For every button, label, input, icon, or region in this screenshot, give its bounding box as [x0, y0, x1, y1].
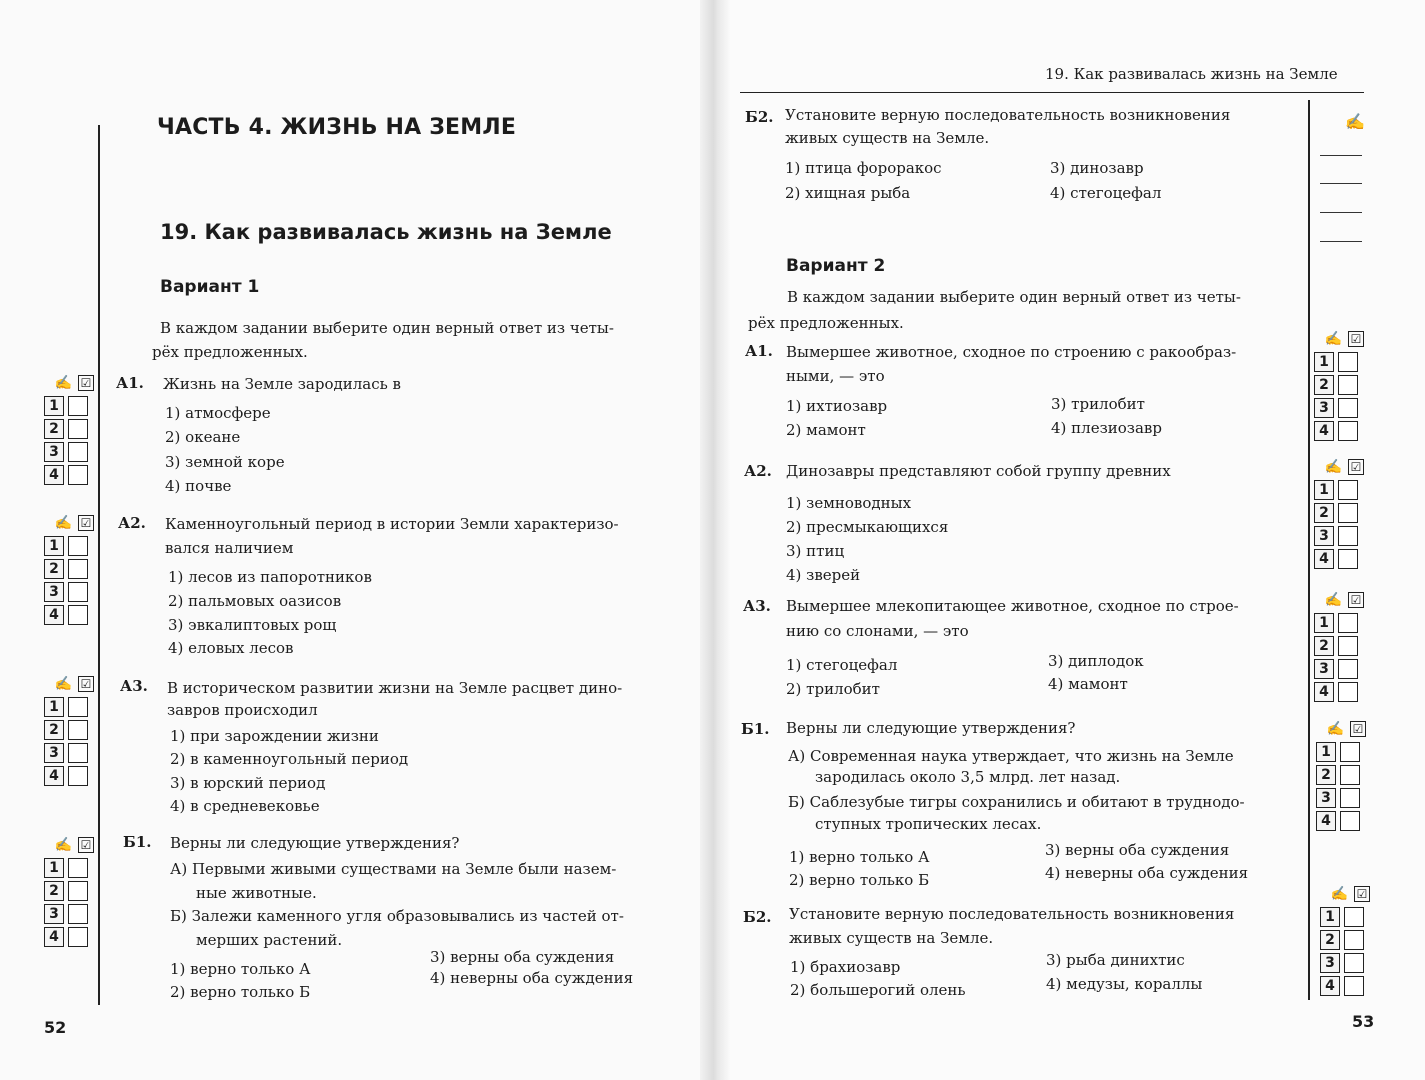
header-rule [740, 92, 1364, 93]
left-margin-rule [98, 125, 100, 1005]
answer-option: 1) стегоцефал [786, 656, 898, 674]
answer-option: 1) брахиозавр [790, 958, 901, 976]
statement-text: ступных тропических лесах. [815, 815, 1042, 833]
answer-checkbox[interactable] [1338, 421, 1358, 441]
option-number: 4 [44, 605, 64, 625]
pen-icon: ✍ [1345, 112, 1365, 131]
answer-option: 2) хищная рыба [785, 184, 911, 202]
question-number: А1. [745, 342, 773, 360]
check-icon: ☑ [1348, 459, 1364, 475]
answer-option: 2) верно только Б [789, 871, 930, 889]
statement-text: ные животные. [196, 884, 317, 902]
answer-blank-line[interactable] [1320, 241, 1362, 242]
check-icon: ☑ [1348, 331, 1364, 347]
answer-option: 3) верны оба суждения [430, 948, 615, 966]
part-title: ЧАСТЬ 4. ЖИЗНЬ НА ЗЕМЛЕ [157, 115, 517, 140]
option-number: 1 [1320, 907, 1340, 927]
answer-grid [1316, 718, 1368, 832]
question-number: А2. [118, 514, 146, 532]
check-icon: ☑ [78, 515, 94, 531]
statement-text: зародилась около 3,5 млрд. лет назад. [815, 768, 1121, 786]
answer-checkbox[interactable] [1338, 503, 1358, 523]
answer-grid [1320, 883, 1372, 997]
answer-option: 2) пальмовых оазисов [168, 592, 342, 610]
option-number: 2 [1316, 765, 1336, 785]
statement-text: А) Современная наука утверждает, что жизнь на Земле [788, 747, 1234, 765]
question-number: Б2. [745, 108, 774, 126]
variant-1-title: Вариант 1 [160, 277, 260, 297]
answer-grid [44, 372, 96, 486]
question-number: Б1. [741, 720, 770, 738]
answer-option: 2) океане [165, 428, 241, 446]
right-margin-rule [1308, 100, 1310, 1000]
option-number: 3 [1316, 788, 1336, 808]
option-number: 1 [1316, 742, 1336, 762]
answer-checkbox[interactable] [68, 465, 88, 485]
answer-checkbox[interactable] [68, 559, 88, 579]
answer-option: 3) эвкалиптовых рощ [168, 616, 337, 634]
option-number: 1 [44, 858, 64, 878]
pen-icon: ✍ [1324, 459, 1342, 475]
answer-option: 4) медузы, кораллы [1046, 975, 1203, 993]
answer-checkbox[interactable] [68, 582, 88, 602]
option-number: 2 [1314, 636, 1334, 656]
option-number: 4 [1316, 811, 1336, 831]
statement-text: Б) Саблезубые тигры сохранились и обитают в труднодо- [788, 793, 1245, 811]
answer-checkbox[interactable] [1338, 682, 1358, 702]
question-text: Верны ли следующие утверждения? [170, 834, 460, 852]
answer-checkbox[interactable] [68, 904, 88, 924]
answer-option: 3) рыба динихтис [1046, 951, 1185, 969]
answer-option: 1) птица фороракос [785, 159, 942, 177]
pen-icon: ✍ [54, 837, 72, 853]
option-number: 1 [44, 536, 64, 556]
option-number: 4 [1314, 682, 1334, 702]
answer-checkbox[interactable] [1338, 659, 1358, 679]
option-number: 3 [44, 582, 64, 602]
question-text: Установите верную последовательность возникновения [785, 106, 1231, 124]
variant-2-title: Вариант 2 [786, 256, 886, 276]
answer-checkbox[interactable] [68, 743, 88, 763]
answer-checkbox[interactable] [1340, 811, 1360, 831]
answer-checkbox[interactable] [1344, 953, 1364, 973]
answer-checkbox[interactable] [1340, 742, 1360, 762]
question-text: ными, — это [786, 367, 885, 385]
answer-checkbox[interactable] [1338, 352, 1358, 372]
option-number: 2 [44, 881, 64, 901]
pen-icon: ✍ [1324, 592, 1342, 608]
option-number: 1 [44, 697, 64, 717]
question-text: завров происходил [167, 701, 318, 719]
answer-option: 4) неверны оба суждения [1045, 864, 1249, 882]
option-number: 3 [44, 904, 64, 924]
answer-option: 2) большерогий олень [790, 981, 966, 999]
answer-checkbox[interactable] [1338, 526, 1358, 546]
question-text: живых существ на Земле. [785, 129, 990, 147]
answer-option: 4) плезиозавр [1051, 419, 1162, 437]
pen-icon: ✍ [54, 676, 72, 692]
answer-option: 2) пресмыкающихся [786, 518, 949, 536]
answer-option: 1) при зарождении жизни [170, 727, 379, 745]
answer-checkbox[interactable] [1344, 976, 1364, 996]
answer-option: 4) в средневековье [170, 797, 320, 815]
question-text: Динозавры представляют собой группу древних [786, 462, 1171, 480]
answer-checkbox[interactable] [1344, 907, 1364, 927]
answer-checkbox[interactable] [1344, 930, 1364, 950]
answer-checkbox[interactable] [1340, 765, 1360, 785]
pen-icon: ✍ [54, 515, 72, 531]
page-number-right: 53 [1352, 1012, 1375, 1031]
answer-checkbox[interactable] [68, 442, 88, 462]
answer-blank-line[interactable] [1320, 183, 1362, 184]
option-number: 4 [44, 927, 64, 947]
option-number: 3 [44, 743, 64, 763]
answer-checkbox[interactable] [68, 927, 88, 947]
answer-option: 2) мамонт [786, 421, 866, 439]
option-number: 4 [1314, 549, 1334, 569]
answer-grid [1314, 456, 1366, 570]
answer-option: 4) почве [165, 477, 232, 495]
answer-checkbox[interactable] [68, 766, 88, 786]
option-number: 2 [44, 559, 64, 579]
intro-line-2: рёх предложенных. [152, 343, 308, 361]
answer-grid [44, 673, 96, 787]
answer-checkbox[interactable] [68, 536, 88, 556]
answer-option: 4) стегоцефал [1050, 184, 1162, 202]
answer-option: 3) земной коре [165, 453, 285, 471]
answer-option: 2) в каменноугольный период [170, 750, 409, 768]
option-number: 4 [1320, 976, 1340, 996]
book-gutter [700, 0, 730, 1080]
question-text: Установите верную последовательность возникновения [789, 905, 1235, 923]
statement-text: мерших растений. [196, 931, 343, 949]
question-number: А3. [120, 677, 148, 695]
answer-option: 3) птиц [786, 542, 845, 560]
answer-option: 4) зверей [786, 566, 861, 584]
running-header: 19. Как развивалась жизнь на Земле [1045, 65, 1338, 83]
check-icon: ☑ [78, 676, 94, 692]
question-text: Вымершее млекопитающее животное, сходное по строе- [786, 597, 1239, 615]
answer-checkbox[interactable] [68, 396, 88, 416]
option-number: 1 [1314, 480, 1334, 500]
answer-option: 2) верно только Б [170, 983, 311, 1001]
answer-checkbox[interactable] [68, 605, 88, 625]
answer-option: 3) динозавр [1050, 159, 1144, 177]
answer-option: 3) диплодок [1048, 652, 1144, 670]
answer-option: 1) атмосфере [165, 404, 271, 422]
question-text: Каменноугольный период в истории Земли характеризо- [165, 515, 619, 533]
answer-blank-line[interactable] [1320, 155, 1362, 156]
question-text: Жизнь на Земле зародилась в [163, 375, 401, 393]
question-text: нию со слонами, — это [786, 622, 969, 640]
option-number: 4 [1314, 421, 1334, 441]
answer-option: 2) трилобит [786, 680, 880, 698]
page-number-left: 52 [44, 1018, 67, 1037]
option-number: 1 [1314, 352, 1334, 372]
answer-blank-line[interactable] [1320, 212, 1362, 213]
answer-checkbox[interactable] [1338, 375, 1358, 395]
topic-title: 19. Как развивалась жизнь на Земле [160, 220, 612, 244]
option-number: 3 [1314, 526, 1334, 546]
question-text: живых существ на Земле. [789, 929, 994, 947]
question-number: А2. [744, 462, 772, 480]
answer-checkbox[interactable] [1340, 788, 1360, 808]
question-text: Вымершее животное, сходное по строению с ракообраз- [786, 343, 1237, 361]
answer-option: 3) трилобит [1051, 395, 1145, 413]
answer-checkbox[interactable] [68, 720, 88, 740]
answer-checkbox[interactable] [1338, 398, 1358, 418]
answer-checkbox[interactable] [68, 858, 88, 878]
pen-icon: ✍ [54, 375, 72, 391]
check-icon: ☑ [1350, 721, 1366, 737]
question-number: Б2. [743, 908, 772, 926]
answer-option: 1) земноводных [786, 494, 912, 512]
option-number: 3 [1314, 398, 1334, 418]
answer-option: 1) верно только А [170, 960, 311, 978]
answer-option: 4) еловых лесов [168, 639, 294, 657]
intro-line-2: рёх предложенных. [748, 314, 904, 332]
intro-line-1: В каждом задании выберите один верный ответ из четы- [787, 288, 1241, 306]
answer-option: 1) лесов из папоротников [168, 568, 372, 586]
question-number: А1. [116, 374, 144, 392]
pen-icon: ✍ [1326, 721, 1344, 737]
question-text: В историческом развитии жизни на Земле расцвет дино- [167, 679, 623, 697]
statement-text: Б) Залежи каменного угля образовывались из частей от- [170, 907, 624, 925]
option-number: 4 [44, 465, 64, 485]
pen-icon: ✍ [1330, 886, 1348, 902]
answer-grid [44, 512, 96, 626]
option-number: 2 [1320, 930, 1340, 950]
answer-checkbox[interactable] [1338, 613, 1358, 633]
question-text: вался наличием [165, 539, 294, 557]
answer-checkbox[interactable] [1338, 480, 1358, 500]
question-text: Верны ли следующие утверждения? [786, 719, 1076, 737]
check-icon: ☑ [78, 837, 94, 853]
answer-checkbox[interactable] [68, 881, 88, 901]
check-icon: ☑ [1348, 592, 1364, 608]
option-number: 1 [1314, 613, 1334, 633]
option-number: 2 [44, 419, 64, 439]
option-number: 2 [44, 720, 64, 740]
answer-grid [44, 834, 96, 948]
check-icon: ☑ [1354, 886, 1370, 902]
statement-text: А) Первыми живыми существами на Земле были назем- [170, 860, 617, 878]
option-number: 1 [44, 396, 64, 416]
intro-line-1: В каждом задании выберите один верный ответ из четы- [160, 319, 614, 337]
answer-option: 4) мамонт [1048, 675, 1128, 693]
option-number: 2 [1314, 375, 1334, 395]
answer-grid [1314, 328, 1366, 442]
answer-checkbox[interactable] [68, 697, 88, 717]
option-number: 3 [44, 442, 64, 462]
question-number: А3. [743, 597, 771, 615]
answer-checkbox[interactable] [68, 419, 88, 439]
check-icon: ☑ [78, 375, 94, 391]
pen-icon: ✍ [1324, 331, 1342, 347]
option-number: 2 [1314, 503, 1334, 523]
question-number: Б1. [123, 833, 152, 851]
answer-option: 3) в юрский период [170, 774, 326, 792]
option-number: 3 [1314, 659, 1334, 679]
answer-checkbox[interactable] [1338, 636, 1358, 656]
answer-option: 4) неверны оба суждения [430, 969, 634, 987]
answer-option: 3) верны оба суждения [1045, 841, 1230, 859]
answer-option: 1) ихтиозавр [786, 397, 888, 415]
answer-option: 1) верно только А [789, 848, 930, 866]
answer-grid [1314, 589, 1366, 703]
option-number: 4 [44, 766, 64, 786]
option-number: 3 [1320, 953, 1340, 973]
answer-checkbox[interactable] [1338, 549, 1358, 569]
